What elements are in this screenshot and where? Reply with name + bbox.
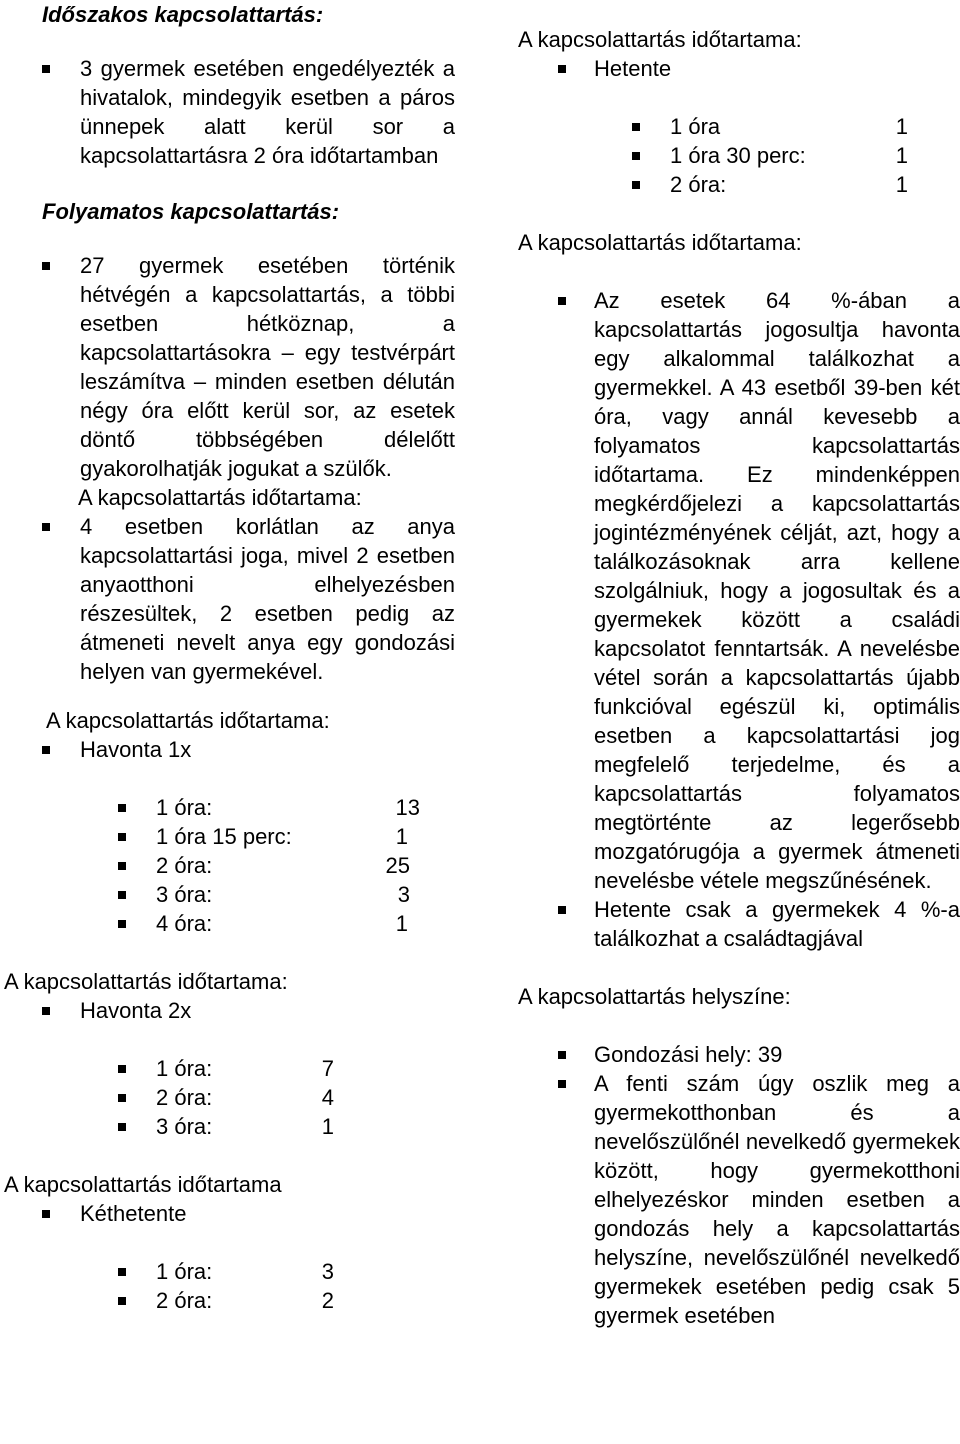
heading-periodic: Időszakos kapcsolattartás: <box>42 2 324 27</box>
duration-count: 1 <box>395 824 408 849</box>
list-item <box>0 251 455 483</box>
bullet-icon <box>118 804 126 812</box>
bullet-icon <box>118 1123 126 1131</box>
bullet-icon <box>118 862 126 870</box>
frequency-title: Havonta 2x <box>80 998 192 1023</box>
right-column <box>510 0 960 1330</box>
left-column <box>0 0 455 1315</box>
list-item <box>0 1199 455 1228</box>
list-item-text: A fenti szám úgy oszlik meg a gyermekotthonban és a nevelőszülőnél nevelkedő gyermekek között, hogy gyermekotthoni elhelyezéskor minden esetben a gondozás hely a kapcsolattartás helyszíne, nevelőszülőnél nevelkedő gyermekek esetében pedig csak 5 gyermek esetében <box>594 1071 960 1328</box>
list-item-text: Hetente csak a gyermekek 4 %-a találkozhat a családtagjával <box>594 897 960 951</box>
bullet-icon <box>632 152 640 160</box>
bullet-icon <box>42 1007 50 1015</box>
bullet-icon <box>118 1094 126 1102</box>
table-row <box>0 1054 455 1083</box>
bullet-icon <box>118 1268 126 1276</box>
table-row <box>0 793 455 822</box>
bullet-icon <box>42 262 50 270</box>
duration-key: 2 óra: <box>156 1288 213 1313</box>
bullet-icon <box>42 1210 50 1218</box>
duration-key: 1 óra: <box>156 795 213 820</box>
bullet-icon <box>558 1080 566 1088</box>
duration-count: 7 <box>321 1056 334 1081</box>
duration-count: 25 <box>385 853 410 878</box>
duration-count: 3 <box>321 1259 334 1284</box>
list-item <box>0 735 455 764</box>
duration-key: 4 óra: <box>156 911 213 936</box>
list-item-text: 4 esetben korlátlan az anya kapcsolattartási joga, mivel 2 esetben anyaotthoni elhelyezésben részesültek, 2 esetben pedig az átmeneti nevelt anya egy gondozási helyen van gyermekével. <box>80 514 455 684</box>
table-row <box>0 1112 455 1141</box>
duration-key: 1 óra: <box>156 1259 213 1284</box>
frequency-title: Havonta 1x <box>80 737 192 762</box>
label-location: A kapcsolattartás helyszíne: <box>518 984 791 1009</box>
duration-count: 1 <box>395 911 408 936</box>
duration-key: 1 óra 15 perc: <box>156 824 292 849</box>
bullet-icon <box>118 920 126 928</box>
list-item <box>0 54 455 170</box>
list-item <box>0 996 455 1025</box>
list-item <box>510 895 960 953</box>
table-row <box>510 112 960 141</box>
duration-key: 2 óra: <box>156 853 213 878</box>
label-duration: A kapcsolattartás időtartama: <box>518 230 802 255</box>
biweekly-table <box>0 1257 455 1315</box>
list-item <box>0 512 455 686</box>
monthly1-table <box>0 793 455 938</box>
table-row <box>0 880 455 909</box>
list-item <box>510 1040 960 1069</box>
duration-key: 2 óra: <box>670 172 727 197</box>
label-duration: A kapcsolattartás időtartama: <box>518 27 802 52</box>
weekly-table <box>510 112 960 199</box>
duration-count: 1 <box>895 143 908 168</box>
table-row <box>0 909 455 938</box>
heading-continuous: Folyamatos kapcsolattartás: <box>42 199 340 224</box>
bullet-icon <box>558 1051 566 1059</box>
duration-count: 1 <box>321 1114 334 1139</box>
duration-count: 13 <box>395 795 420 820</box>
frequency-title: Kéthetente <box>80 1201 187 1226</box>
label-duration: A kapcsolattartás időtartama: <box>4 969 288 994</box>
duration-key: 3 óra: <box>156 882 213 907</box>
bullet-icon <box>118 1297 126 1305</box>
table-row <box>510 141 960 170</box>
bullet-icon <box>42 746 50 754</box>
table-row <box>0 851 455 880</box>
list-item-text: 27 gyermek esetében történik hétvégén a kapcsolattartás, a többi esetben hétköznap, a kapcsolattartásokra – egy testvérpárt leszámítva – minden esetben délután négy óra előtt kerül sor, az esetek döntő többségében délelőtt gyakorolhatják jogukat a szülők. <box>80 253 455 481</box>
table-row <box>0 1083 455 1112</box>
list-item <box>510 54 960 83</box>
table-row <box>510 170 960 199</box>
monthly2-table <box>0 1054 455 1141</box>
list-item <box>510 1069 960 1330</box>
duration-key: 2 óra: <box>156 1085 213 1110</box>
duration-key: 1 óra <box>670 114 721 139</box>
list-item-text: Gondozási hely: 39 <box>594 1042 783 1067</box>
list-item-text: 3 gyermek esetében engedélyezték a hivatalok, mindegyik esetben a páros ünnepek alatt kerül sor a kapcsolattartásra 2 óra időtartamban <box>80 56 455 168</box>
duration-key: 3 óra: <box>156 1114 213 1139</box>
list-item <box>510 286 960 895</box>
duration-count: 4 <box>321 1085 334 1110</box>
bullet-icon <box>558 297 566 305</box>
frequency-title: Hetente <box>594 56 672 81</box>
duration-count: 3 <box>397 882 410 907</box>
duration-key: 1 óra 30 perc: <box>670 143 806 168</box>
bullet-icon <box>118 1065 126 1073</box>
table-row <box>0 822 455 851</box>
table-row <box>0 1286 455 1315</box>
label-duration: A kapcsolattartás időtartama: <box>46 708 330 733</box>
bullet-icon <box>558 906 566 914</box>
label-duration: A kapcsolattartás időtartama <box>4 1172 282 1197</box>
bullet-icon <box>118 833 126 841</box>
bullet-icon <box>632 123 640 131</box>
duration-count: 2 <box>321 1288 334 1313</box>
label-duration: A kapcsolattartás időtartama: <box>78 485 362 510</box>
bullet-icon <box>42 523 50 531</box>
bullet-icon <box>632 181 640 189</box>
bullet-icon <box>42 65 50 73</box>
bullet-icon <box>118 891 126 899</box>
duration-count: 1 <box>895 172 908 197</box>
duration-key: 1 óra: <box>156 1056 213 1081</box>
table-row <box>0 1257 455 1286</box>
list-item-text: Az esetek 64 %-ában a kapcsolattartás jogosultja havonta egy alkalommal találkozhat a gyermekkel. A 43 esetből 39-ben két óra, vagy annál kevesebb a folyamatos kapcsolattartás időtartama. Ez mindenképpen megkérdőjelezi a kapcsolattartás jogintézményének célját, azt, hogy a találkozásoknak arra kellene szolgálniuk, hogy a jogosultak és a gyermekek között a családi kapcsolatot fenntartsák. A nevelésbe vétel során a kapcsolattartás újabb funkcióval egészül ki, optimális esetben a kapcsolattartási jog megfelelő terjedelme, és a kapcsolattartás folyamatos megtörténte az legerősebb mozgatórugója a gyermek átmeneti nevelésbe vétele megszűnésének. <box>594 288 960 893</box>
duration-count: 1 <box>895 114 908 139</box>
bullet-icon <box>558 65 566 73</box>
